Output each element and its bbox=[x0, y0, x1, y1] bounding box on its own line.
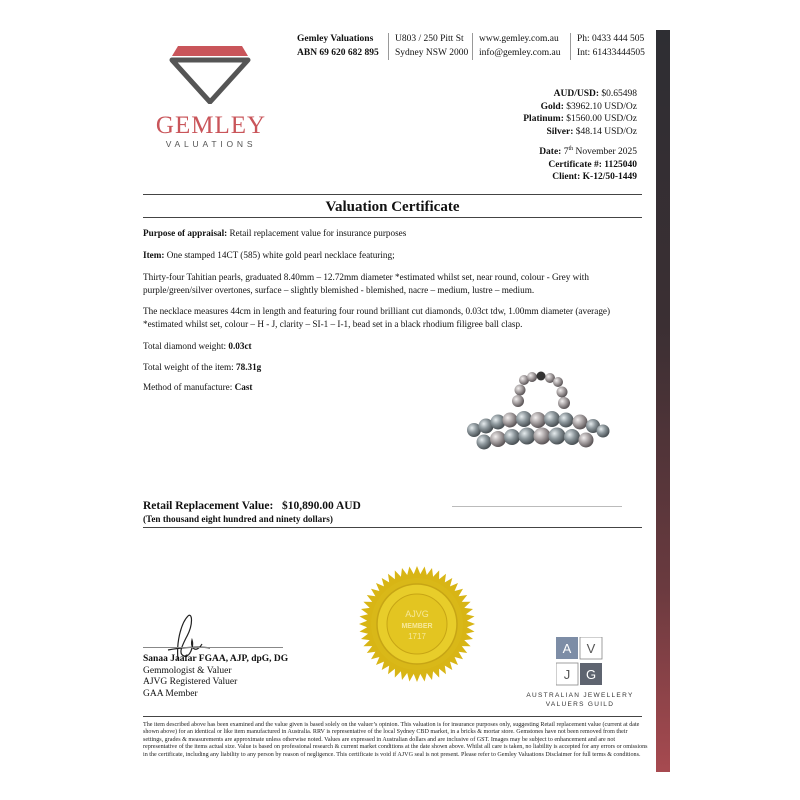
address-line-1: U803 / 250 Pitt St bbox=[395, 34, 464, 44]
company-name: Gemley Valuations bbox=[297, 34, 374, 44]
necklace-back-strand bbox=[512, 372, 570, 410]
seal-line-3: 1717 bbox=[408, 632, 426, 641]
address-line-2: Sydney NSW 2000 bbox=[395, 47, 469, 58]
rrv-label: Retail Replacement Value: bbox=[143, 500, 274, 512]
valuer-role-1: Gemmologist & Valuer bbox=[143, 665, 232, 676]
manufacture-value: Cast bbox=[234, 382, 253, 392]
date-rest: November 2025 bbox=[573, 147, 637, 158]
seal-line-2: MEMBER bbox=[401, 623, 433, 630]
purpose-label: Purpose of appraisal: bbox=[143, 228, 228, 238]
pearls-description: Thirty-four Tahitian pearls, graduated 8.40mm – 12.72mm diameter *estimated whilst set, near round, colour - Grey with purple/green/silver overtones, surface – slightly blemished - blemished, nacre – medium, lustre – medium. bbox=[143, 272, 589, 295]
website-link[interactable]: www.gemley.com.au bbox=[479, 34, 559, 44]
ajvg-name-line-1: AUSTRALIAN JEWELLERY bbox=[526, 692, 634, 699]
certificate-title: Valuation Certificate bbox=[325, 199, 460, 215]
necklace-description: The necklace measures 44cm in length and featuring four round brilliant cut diamonds, 0.03ct tdw, 1.00mm diameter (average) *estimated whilst set, colour – H - J, clarity – SI-1 – I-1, bead set in a black rhodium filigree ball clasp. bbox=[143, 306, 611, 329]
gemley-diamond-logo-icon bbox=[168, 40, 252, 104]
rrv-bottom-rule bbox=[143, 527, 642, 528]
platinum-value: $1560.00 USD/Oz bbox=[566, 114, 637, 124]
total-weight-value: 78.31g bbox=[236, 362, 262, 372]
intl-number: Int: 61433444505 bbox=[577, 47, 645, 58]
certificate-number-label: Certificate #: bbox=[548, 159, 602, 170]
ajvg-logo-icon bbox=[556, 637, 604, 687]
pearl-necklace-image bbox=[462, 370, 612, 460]
total-weight-label: Total weight of the item: bbox=[143, 362, 236, 372]
item-line bbox=[143, 249, 642, 262]
client-code: K-12/50-1449 bbox=[582, 172, 637, 183]
logo-tagline: VALUATIONS bbox=[165, 139, 257, 149]
header-address-block bbox=[388, 33, 468, 60]
title-bottom-rule bbox=[143, 217, 642, 218]
silver-value: $48.14 USD/Oz bbox=[575, 126, 637, 137]
diamond-weight-value: 0.03ct bbox=[228, 341, 252, 351]
ajvg-letter-v: V bbox=[586, 641, 596, 656]
date-suffix: th bbox=[568, 146, 574, 152]
rrv-amount-in-words: (Ten thousand eight hundred and ninety dollars) bbox=[143, 514, 333, 524]
ajvg-name-line-2: VALUERS GUILD bbox=[545, 701, 615, 708]
gold-value: $3962.10 USD/Oz bbox=[566, 101, 637, 112]
platinum-label: Platinum: bbox=[523, 114, 564, 124]
diamond-weight-label: Total diamond weight: bbox=[143, 341, 229, 351]
header-phone-block bbox=[570, 33, 645, 60]
necklace-front-strand bbox=[467, 411, 610, 450]
purpose-line bbox=[143, 227, 642, 240]
gold-label: Gold: bbox=[540, 101, 564, 112]
certificate-meta-block bbox=[539, 143, 637, 184]
disclaimer-rule bbox=[143, 716, 642, 717]
header-company-block bbox=[297, 33, 379, 60]
date-day: 7 bbox=[563, 147, 569, 158]
signature-line bbox=[143, 647, 283, 648]
rrv-amount: $10,890.00 AUD bbox=[281, 500, 361, 512]
rrv-line bbox=[143, 500, 361, 512]
certificate-number: 1125040 bbox=[604, 159, 637, 170]
ajvg-name bbox=[507, 691, 653, 709]
manufacture-label: Method of manufacture: bbox=[143, 382, 235, 392]
aud-usd-label: AUD/USD: bbox=[553, 89, 599, 99]
client-label: Client: bbox=[552, 172, 581, 183]
ajvg-letter-a: A bbox=[562, 641, 572, 656]
company-abn: ABN 69 620 682 895 bbox=[297, 47, 379, 58]
seal-line-1: AJVG bbox=[405, 609, 429, 619]
valuer-role-3: GAA Member bbox=[143, 688, 198, 699]
valuer-details bbox=[143, 654, 288, 700]
ajvg-gold-seal bbox=[358, 565, 476, 683]
email-link[interactable]: info@gemley.com.au bbox=[479, 47, 561, 58]
phone-number: Ph: 0433 444 505 bbox=[577, 34, 645, 44]
ajvg-letter-j: J bbox=[563, 667, 571, 682]
ajvg-letter-g: G bbox=[585, 667, 597, 682]
aud-usd-value: $0.65498 bbox=[601, 89, 637, 99]
date-label: Date: bbox=[539, 147, 562, 158]
decorative-side-bar bbox=[656, 30, 670, 772]
header-web-block bbox=[472, 33, 560, 60]
item-value: One stamped 14CT (585) white gold pearl necklace featuring; bbox=[164, 250, 395, 260]
disclaimer-text: The item described above has been examined and the value given is based solely on the valuer’s opinion. This valuation is for insurance purposes only, suggesting Retail replacement value (current at date shown above) for an identical or like item manufactured in Australia. RRV is representative of the local Sydney CBD market, in a bricks & mortar store. Gemstones have not been removed from their settings, grades & measurements are approximate unless otherwise noted. Values are expressed in Australian dollars and are inclusive of GST. Images may be subject to enhancement and are not representative of the items actual size. Value is based on professional research & current market conditions at the date shown above. Whilst all care is taken, no liability is accepted for any errors or omissions in the certificate, including any liability to any person by reason of negligence. This certificate is void if AJVG seal is not present. Please refer to Gemley Valuations Disclaimer for full terms & conditions. bbox=[143, 722, 648, 758]
metal-rates-block bbox=[523, 88, 637, 138]
purpose-value: Retail replacement value for insurance purposes bbox=[227, 228, 407, 238]
logo-wordmark: GEMLEY bbox=[155, 112, 267, 139]
rrv-underline bbox=[452, 506, 622, 507]
title-top-rule bbox=[143, 194, 642, 195]
item-label: Item: bbox=[143, 250, 165, 260]
diamond-weight-line bbox=[143, 340, 642, 353]
valuer-role-2: AJVG Registered Valuer bbox=[143, 677, 238, 687]
silver-label: Silver: bbox=[546, 126, 574, 137]
valuer-name: Sanaa Jaafar FGAA, AJP, dpG, DG bbox=[143, 654, 289, 664]
